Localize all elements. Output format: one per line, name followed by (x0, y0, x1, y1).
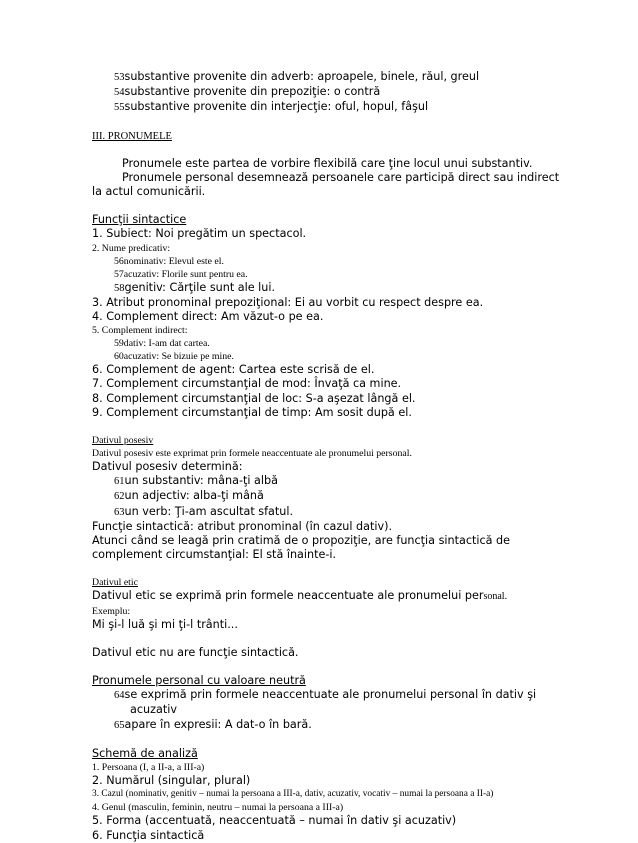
schema-heading: Schemă de analiză (92, 746, 198, 760)
sub-item (92, 337, 552, 350)
intro-list (92, 70, 552, 116)
neutru-heading: Pronumele personal cu valoare neutră (92, 674, 306, 688)
posesiv-functie: Funcţie sintactică: atribut pronominal (în cazul dativ). (92, 519, 393, 533)
item-number: 64 (114, 690, 125, 702)
item-number: 62 (114, 491, 125, 503)
document-page (92, 70, 560, 843)
etic-exemplu: Exemplu: (92, 605, 131, 617)
item-number: 57 (114, 268, 124, 280)
item-text: substantive provenite din interjecţie: oful, hopul, fâşul (124, 100, 429, 114)
sub-item (92, 255, 552, 268)
list-item (92, 718, 552, 733)
posesiv-atunci: complement circumstanţial: El stă înainte-i. (92, 548, 337, 562)
item-number: 54 (114, 87, 125, 99)
item-number: 63 (114, 506, 125, 518)
item-text: nominativ: Elevul este el. (123, 255, 224, 267)
functie-item: 6. Complement de agent: Cartea este scrisă de el. (92, 363, 375, 377)
posesiv-description: Dativul posesiv este exprimat prin formele neaccentuate ale pronumelui personal. (92, 448, 412, 460)
functie-item: 3. Atribut pronominal prepoziţional: Ei au vorbit cu respect despre ea. (92, 295, 484, 309)
schema-item: 6. Funcţia sintactică (92, 828, 205, 842)
item-text: un verb: Ţi-am ascultat sfatul. (124, 504, 294, 518)
functie-item: 1. Subiect: Noi pregătim un spectacol. (92, 227, 307, 241)
etic-description (92, 589, 552, 604)
item-text: se exprimă prin formele neaccentuate ale pronumelui personal în dativ şi (124, 688, 537, 702)
item-text: substantive provenite din prepoziţie: o contră (124, 85, 381, 99)
list-item (92, 505, 552, 520)
schema-item: 2. Numărul (singular, plural) (92, 774, 251, 788)
schema-item: 3. Cazul (nominativ, genitiv – numai la persoana a III-a, dativ, acuzativ, vocativ – numai la persoana a II-a) (92, 789, 494, 800)
list-item-continuation: acuzativ (130, 703, 177, 717)
posesiv-atunci: Atunci când se leagă prin cratimă de o propoziţie, are funcţia sintactică de (92, 534, 511, 548)
schema-item: 1. Persoana (I, a II-a, a III-a) (92, 762, 205, 774)
item-text: un adjectiv: alba-ţi mână (124, 489, 264, 503)
definition-paragraph: Pronumele este partea de vorbire flexibilă care ţine locul unui substantiv. (122, 156, 533, 170)
functie-item: 2. Nume predicativ: (92, 242, 171, 254)
item-number: 61 (114, 476, 125, 488)
item-text: acuzativ: Se bizuie pe mine. (123, 351, 234, 363)
definition-paragraph: la actul comunicării. (92, 185, 206, 199)
functie-item: 4. Complement direct: Am văzut-o pe ea. (92, 310, 324, 324)
list-item (92, 85, 552, 100)
etic-note: Dativul etic nu are funcţie sintactică. (92, 645, 299, 659)
schema-item: 4. Genul (masculin, feminin, neutru – numai la persoana a III-a) (92, 802, 344, 814)
list-item (92, 100, 552, 115)
functie-item: 9. Complement circumstanţial de timp: Am sosit după el. (92, 405, 412, 419)
item-text: genitiv: Cărţile sunt ale lui. (124, 280, 276, 294)
item-number: 56 (114, 255, 124, 267)
item-number: 59 (114, 338, 124, 350)
etic-heading: Dativul etic (92, 577, 138, 589)
etic-description-text: Dativul etic se exprimă prin formele neaccentuate ale pronumelui per (92, 589, 484, 603)
item-text: dativ: I-am dat cartea. (123, 338, 210, 350)
item-number: 55 (114, 102, 125, 114)
etic-description-tail: sonal. (483, 591, 508, 603)
item-number: 65 (114, 719, 125, 731)
list-item (92, 688, 552, 703)
functii-heading: Funcţii sintactice (92, 213, 187, 227)
schema-item: 5. Forma (accentuată, neaccentuată – numai în dativ şi acuzativ) (92, 814, 457, 828)
item-text: acuzativ: Florile sunt pentru ea. (123, 268, 248, 280)
item-text: apare în expresii: A dat-o în bară. (124, 717, 312, 731)
sub-item (92, 350, 552, 363)
section-title: III. PRONUMELE (92, 130, 172, 142)
list-item (92, 70, 552, 85)
item-number: 53 (114, 72, 125, 83)
functie-item: 5. Complement indirect: (92, 325, 188, 337)
posesiv-determina: Dativul posesiv determină: (92, 460, 243, 474)
etic-example: Mi şi-l luă şi mi ţi-l trânti... (92, 617, 238, 631)
list-item (92, 489, 552, 504)
functie-item: 8. Complement circumstanţial de loc: S-a aşezat lângă el. (92, 391, 416, 405)
item-text: substantive provenite din adverb: aproapele, binele, răul, greul (124, 70, 480, 83)
item-text: un substantiv: mâna-ţi albă (124, 474, 278, 488)
sub-item (92, 281, 552, 296)
sub-item (92, 268, 552, 281)
item-number: 60 (114, 351, 124, 363)
functie-item: 7. Complement circumstanţial de mod: Învaţă ca mine. (92, 377, 402, 391)
list-item (92, 474, 552, 489)
item-number: 58 (114, 282, 125, 294)
definition-paragraph: Pronumele personal desemnează persoanele care participă direct sau indirect (122, 170, 560, 184)
posesiv-heading: Dativul posesiv (92, 435, 154, 447)
